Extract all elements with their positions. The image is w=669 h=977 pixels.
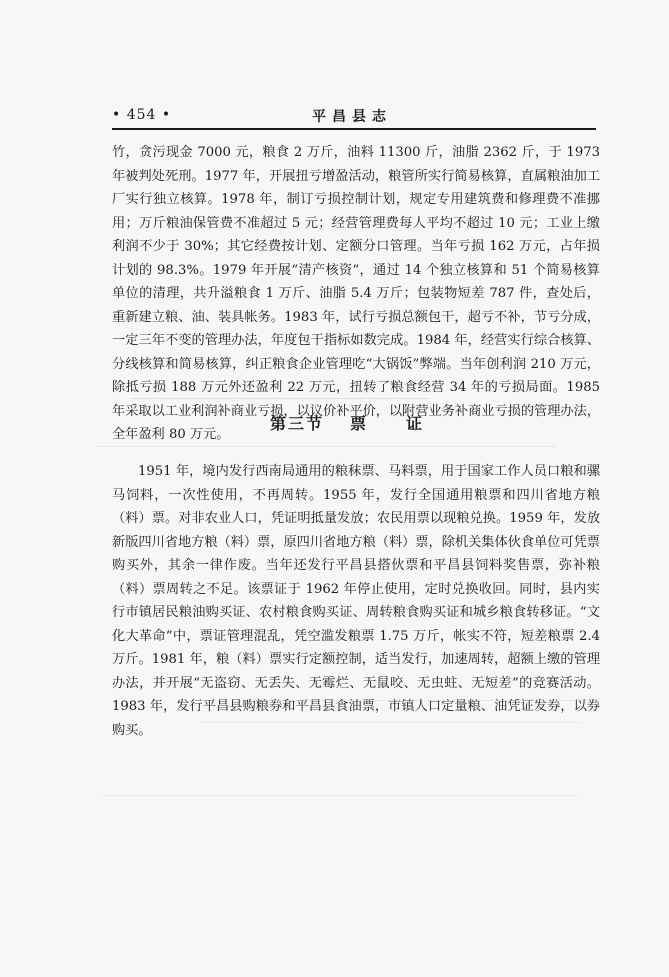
scan-artifact [96, 446, 556, 447]
section-heading [270, 411, 424, 434]
paragraph-1: 竹，贪污现金 7000 元，粮食 2 万斤，油料 11300 斤，油脂 2362 斤，于 1973 年被判处死刑。1977 年，开展扭亏增盈活动，粮管所实行简易核算，直属粮油加工厂实行独立核算。1978 年，制订亏损控制计划，规定专用建筑费和修理费不准挪用；万斤粮油保管费不准超过 5 元；经营管理费每人平均不超过 10 元；工业上缴利润不少于 30%；其它经费按计划、定额分口管理。当年亏损 162 万元，占年损计划的 98.3%。1979 年开展“清产核资”，通过 14 个独立核算和 51 个简易核算单位的清理，共升溢粮食 1 万斤、油脂 5.4 万斤；包装物短差 787 件，查处后，重新建立粮、油、装具帐务。1983 年，试行亏损总额包干，超亏不补，节亏分成，一定三年不变的管理办法，年度包干指标如数完成。1984 年，经营实行综合核算、分线核算和简易核算，纠正粮食企业管理吃“大锅饭”弊端。当年创利润 210 万元，除抵亏损 188 万元外还盈利 22 万元，扭转了粮食经营 34 年的亏损局面。1985 年采取以工业利润补商业亏损，以议价补平价，以附营业务补商业亏损的管理办法，全年盈利 80 万元。 [112, 145, 600, 442]
running-title: 平昌县志 [312, 109, 392, 125]
page-number: • 454 • [112, 107, 172, 123]
scan-artifact [100, 795, 580, 796]
section-number: 第三节 [270, 414, 325, 433]
scan-artifact [200, 722, 580, 723]
scan-artifact [260, 700, 590, 701]
paragraph-2: 1951 年，境内发行西南局通用的粮秣票、马料票，用于国家工作人员口粮和骡马饲料，一次性使用，不再周转。1955 年，发行全国通用粮票和四川省地方粮（料）票。对非农业人口，凭证明抵量发放；农民用票以现粮兑换。1959 年，发放新版四川省地方粮（料）票，原四川省地方粮（料）票，除机关集体伙食单位可凭票购买外，其余一律作废。当年还发行平昌县搭伙票和平昌县饲料奖售票，弥补粮（料）票周转之不足。该票证于 1962 年停止使用，定时兑换收回。同时，县内实行市镇居民粮油购买证、农村粮食购买证、周转粮食购买证和城乡粮食转移证。“文化大革命”中，票证管理混乱，凭空滥发粮票 1.75 万斤，帐实不符，短差粮票 2.4 万斤。1981 年，粮（料）票实行定额控制，适当发行，加速周转，超额上缴的管理办法，并开展“无盗窃、无丢失、无霉烂、无鼠咬、无虫蛀、无短差”的竞赛活动。1983 年，发行平昌县购粮券和平昌县食油票，市镇人口定量粮、油凭证发券，以券购买。 [112, 464, 600, 738]
section-title-part2: 证 [406, 414, 425, 433]
section-title-part1: 票 [350, 414, 369, 433]
page-header [112, 104, 596, 130]
scan-artifact [130, 398, 430, 399]
